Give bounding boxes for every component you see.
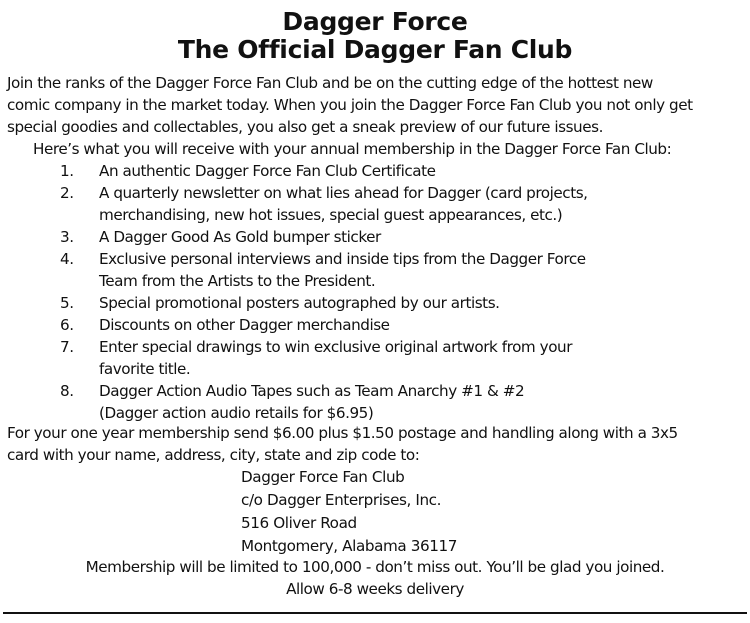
- benefit-number: 6.: [60, 316, 74, 334]
- benefit-item: [60, 380, 588, 424]
- benefit-text: A quarterly newsletter on what lies ahead for Dagger (card projects,: [99, 184, 588, 202]
- benefit-text: Special promotional posters autographed by our artists.: [99, 294, 500, 312]
- benefit-text: Dagger Action Audio Tapes such as Team Anarchy #1 & #2: [99, 382, 525, 400]
- address-line: Montgomery, Alabama 36117: [241, 537, 458, 555]
- benefits-lead-text: Here’s what you will receive with your annual membership in the Dagger Force Fan Club:: [33, 140, 672, 158]
- benefit-item: [60, 292, 588, 314]
- intro-line: comic company in the market today. When you join the Dagger Force Fan Club you not only get: [7, 96, 693, 114]
- benefit-item: [60, 160, 588, 182]
- benefit-item: [60, 182, 588, 226]
- address-line: Dagger Force Fan Club: [241, 468, 405, 486]
- delivery-note: Allow 6-8 weeks delivery: [286, 580, 464, 598]
- benefit-number: 5.: [60, 294, 74, 312]
- mailing-address: [241, 466, 457, 558]
- instructions-line: card with your name, address, city, state and zip code to:: [7, 446, 420, 464]
- intro-paragraph: [7, 72, 693, 138]
- page-title: The Official Dagger Fan Club: [177, 35, 573, 64]
- benefit-text: favorite title.: [99, 360, 191, 378]
- benefit-item: [60, 226, 588, 248]
- benefit-text: A Dagger Good As Gold bumper sticker: [99, 228, 381, 246]
- benefit-number: 7.: [60, 338, 74, 356]
- benefit-text: merchandising, new hot issues, special guest appearances, etc.): [99, 206, 563, 224]
- membership-limit-note: Membership will be limited to 100,000 - don’t miss out. You’ll be glad you joined.: [85, 558, 665, 576]
- address-line: 516 Oliver Road: [241, 514, 357, 532]
- benefit-item: [60, 248, 588, 292]
- bottom-divider: [3, 612, 747, 614]
- benefit-number: 4.: [60, 250, 74, 268]
- benefit-text: Discounts on other Dagger merchandise: [99, 316, 390, 334]
- instructions-line: For your one year membership send $6.00 plus $1.50 postage and handling along with a 3x5: [7, 424, 678, 442]
- benefit-number: 3.: [60, 228, 74, 246]
- benefit-number: 2.: [60, 184, 74, 202]
- benefits-list: [60, 160, 588, 424]
- club-name-heading: Dagger Force: [282, 7, 468, 36]
- benefit-number: 1.: [60, 162, 74, 180]
- benefit-number: 8.: [60, 382, 74, 400]
- benefit-text: Enter special drawings to win exclusive original artwork from your: [99, 338, 573, 356]
- benefit-text: Exclusive personal interviews and inside tips from the Dagger Force: [99, 250, 586, 268]
- intro-line: special goodies and collectables, you also get a sneak preview of our future issues.: [7, 118, 603, 136]
- benefit-text: (Dagger action audio retails for $6.95): [99, 404, 374, 422]
- benefit-text: An authentic Dagger Force Fan Club Certificate: [99, 162, 436, 180]
- address-line: c/o Dagger Enterprises, Inc.: [241, 491, 442, 509]
- benefit-item: [60, 336, 588, 380]
- benefit-item: [60, 314, 588, 336]
- membership-instructions: [7, 422, 678, 466]
- benefit-text: Team from the Artists to the President.: [99, 272, 376, 290]
- intro-line: Join the ranks of the Dagger Force Fan Club and be on the cutting edge of the hottest new: [7, 74, 653, 92]
